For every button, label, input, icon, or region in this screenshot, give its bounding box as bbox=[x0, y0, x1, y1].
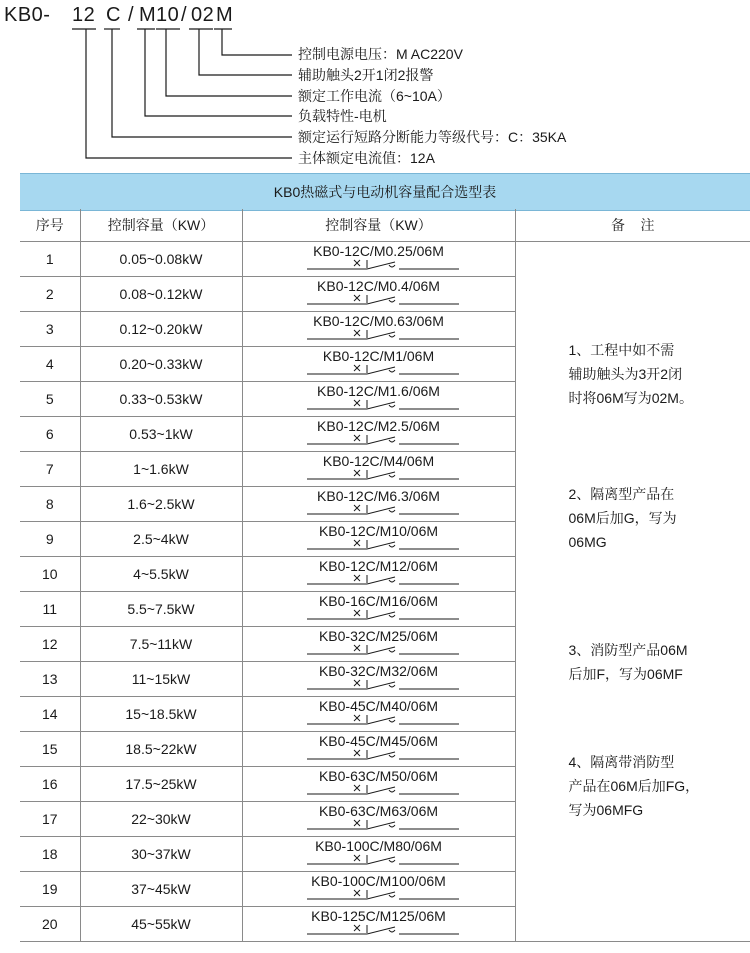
breaker-symbol-icon bbox=[307, 539, 459, 553]
row-no: 6 bbox=[20, 417, 80, 452]
note-line: 2、隔离型产品在 bbox=[568, 486, 675, 502]
row-power: 30~37kW bbox=[80, 837, 242, 872]
row-no: 17 bbox=[20, 802, 80, 837]
header-no: 序号 bbox=[20, 209, 80, 242]
row-no: 1 bbox=[20, 242, 80, 277]
row-model bbox=[243, 627, 515, 661]
row-no: 10 bbox=[20, 557, 80, 592]
row-no: 4 bbox=[20, 347, 80, 382]
breaker-symbol-icon bbox=[307, 574, 459, 588]
code-rated-current: 12 bbox=[72, 4, 96, 26]
annotation-main-current: 主体额定电流值：12A bbox=[298, 150, 435, 166]
row-power: 45~55kW bbox=[80, 907, 242, 942]
table-title: KB0热磁式与电动机容量配合选型表 bbox=[20, 173, 750, 211]
note-3 bbox=[569, 638, 739, 686]
row-model-cell bbox=[242, 907, 515, 942]
row-model-cell bbox=[242, 382, 515, 417]
row-no: 15 bbox=[20, 732, 80, 767]
row-model-cell bbox=[242, 557, 515, 592]
row-model-cell bbox=[242, 347, 515, 382]
code-breaking-capacity: C bbox=[106, 4, 121, 26]
row-power: 0.53~1kW bbox=[80, 417, 242, 452]
row-power: 17.5~25kW bbox=[80, 767, 242, 802]
note-2 bbox=[569, 482, 739, 554]
row-power: 2.5~4kW bbox=[80, 522, 242, 557]
row-model-cell bbox=[242, 487, 515, 522]
row-model-text: KB0-63C/M63/06M bbox=[318, 803, 439, 819]
note-1 bbox=[569, 338, 739, 410]
row-power: 5.5~7.5kW bbox=[80, 592, 242, 627]
code-control-current: 10 bbox=[156, 4, 180, 26]
row-model-cell bbox=[242, 417, 515, 452]
row-power: 37~45kW bbox=[80, 872, 242, 907]
breaker-symbol-icon bbox=[307, 504, 459, 518]
row-model-cell bbox=[242, 592, 515, 627]
row-power: 11~15kW bbox=[80, 662, 242, 697]
row-model-cell bbox=[242, 312, 515, 347]
row-model-text: KB0-12C/M2.5/06M bbox=[317, 418, 440, 434]
breaker-symbol-icon bbox=[307, 469, 459, 483]
row-model-text: KB0-32C/M25/06M bbox=[318, 628, 439, 644]
row-model bbox=[243, 872, 515, 906]
row-power: 1~1.6kW bbox=[80, 452, 242, 487]
row-no: 14 bbox=[20, 697, 80, 732]
row-no: 19 bbox=[20, 872, 80, 907]
row-model-cell bbox=[242, 697, 515, 732]
row-power: 0.08~0.12kW bbox=[80, 277, 242, 312]
table-row bbox=[20, 242, 750, 277]
header-power: 控制容量（KW） bbox=[80, 209, 242, 242]
annotation-voltage: 控制电源电压：M AC220V bbox=[298, 46, 463, 62]
breaker-symbol-icon bbox=[307, 329, 459, 343]
breaker-symbol-icon bbox=[307, 259, 459, 273]
row-model-text: KB0-12C/M1/06M bbox=[322, 348, 435, 364]
row-model-text: KB0-16C/M16/06M bbox=[318, 593, 439, 609]
row-model-text: KB0-12C/M0.25/06M bbox=[313, 243, 444, 259]
row-model-cell bbox=[242, 277, 515, 312]
notes-cell bbox=[515, 242, 750, 942]
code-separator-1: / bbox=[128, 4, 135, 26]
code-aux-contact: 02 bbox=[191, 4, 215, 26]
row-model bbox=[243, 732, 515, 766]
row-model bbox=[243, 662, 515, 696]
row-power: 7.5~11kW bbox=[80, 627, 242, 662]
annotation-aux-contact: 辅助触头2开1闭2报警 bbox=[298, 67, 434, 83]
row-power: 1.6~2.5kW bbox=[80, 487, 242, 522]
breaker-symbol-icon bbox=[307, 714, 459, 728]
row-power: 22~30kW bbox=[80, 802, 242, 837]
row-no: 7 bbox=[20, 452, 80, 487]
annotation-load: 负载特性-电机 bbox=[298, 108, 387, 124]
row-model bbox=[243, 277, 515, 311]
row-model bbox=[243, 487, 515, 521]
row-model-text: KB0-12C/M10/06M bbox=[318, 523, 439, 539]
row-power: 0.33~0.53kW bbox=[80, 382, 242, 417]
row-model-cell bbox=[242, 802, 515, 837]
row-power: 18.5~22kW bbox=[80, 732, 242, 767]
note-4 bbox=[569, 750, 739, 822]
row-model bbox=[243, 837, 515, 871]
note-line: 4、隔离带消防型 bbox=[568, 754, 675, 770]
row-model-text: KB0-100C/M100/06M bbox=[311, 873, 446, 889]
row-no: 12 bbox=[20, 627, 80, 662]
note-line: 06MG bbox=[568, 534, 607, 550]
note-line: 写为06MFG bbox=[568, 802, 644, 818]
row-model-cell bbox=[242, 837, 515, 872]
breaker-symbol-icon bbox=[307, 924, 459, 938]
row-model-text: KB0-63C/M50/06M bbox=[318, 768, 439, 784]
row-model-text: KB0-45C/M45/06M bbox=[318, 733, 439, 749]
breaker-symbol-icon bbox=[307, 644, 459, 658]
breaker-symbol-icon bbox=[307, 294, 459, 308]
row-no: 8 bbox=[20, 487, 80, 522]
row-power: 0.20~0.33kW bbox=[80, 347, 242, 382]
header-model: 控制容量（KW） bbox=[242, 209, 515, 242]
row-model bbox=[243, 312, 515, 346]
code-prefix: KB0- bbox=[4, 4, 51, 26]
note-line: 产品在06M后加FG， bbox=[568, 778, 700, 794]
row-model bbox=[243, 697, 515, 731]
row-model-text: KB0-12C/M12/06M bbox=[318, 558, 439, 574]
table-header-row bbox=[20, 209, 750, 242]
row-no: 11 bbox=[20, 592, 80, 627]
breaker-symbol-icon bbox=[307, 679, 459, 693]
row-no: 9 bbox=[20, 522, 80, 557]
row-no: 20 bbox=[20, 907, 80, 942]
row-model bbox=[243, 242, 515, 276]
row-model bbox=[243, 417, 515, 451]
row-model-text: KB0-100C/M80/06M bbox=[315, 838, 442, 854]
row-model-text: KB0-12C/M4/06M bbox=[322, 453, 435, 469]
row-power: 0.05~0.08kW bbox=[80, 242, 242, 277]
row-model-cell bbox=[242, 242, 515, 277]
annotation-breaking-capacity: 额定运行短路分断能力等级代号：C：35KA bbox=[298, 129, 567, 145]
row-no: 13 bbox=[20, 662, 80, 697]
note-line: 辅助触头为3开2闭 bbox=[568, 366, 683, 382]
row-model-text: KB0-12C/M0.4/06M bbox=[317, 278, 440, 294]
row-model bbox=[243, 382, 515, 416]
row-model-cell bbox=[242, 767, 515, 802]
code-load: M bbox=[139, 4, 157, 26]
code-voltage: M bbox=[216, 4, 234, 26]
row-model-cell bbox=[242, 872, 515, 907]
row-no: 16 bbox=[20, 767, 80, 802]
row-model-text: KB0-12C/M6.3/06M bbox=[317, 488, 440, 504]
row-model bbox=[243, 557, 515, 591]
note-line: 时将06M写为02M。 bbox=[568, 390, 693, 406]
breaker-symbol-icon bbox=[307, 399, 459, 413]
breaker-symbol-icon bbox=[307, 819, 459, 833]
row-model-text: KB0-32C/M32/06M bbox=[318, 663, 439, 679]
breaker-symbol-icon bbox=[307, 889, 459, 903]
row-model bbox=[243, 767, 515, 801]
row-model-text: KB0-12C/M0.63/06M bbox=[313, 313, 444, 329]
breaker-symbol-icon bbox=[307, 364, 459, 378]
row-no: 18 bbox=[20, 837, 80, 872]
row-model-cell bbox=[242, 627, 515, 662]
breaker-symbol-icon bbox=[307, 854, 459, 868]
breaker-symbol-icon bbox=[307, 749, 459, 763]
row-model-text: KB0-125C/M125/06M bbox=[311, 908, 446, 924]
row-no: 3 bbox=[20, 312, 80, 347]
row-power: 0.12~0.20kW bbox=[80, 312, 242, 347]
row-model bbox=[243, 452, 515, 486]
row-model-cell bbox=[242, 452, 515, 487]
breaker-symbol-icon bbox=[307, 434, 459, 448]
row-model-text: KB0-45C/M40/06M bbox=[318, 698, 439, 714]
code-separator-2: / bbox=[181, 4, 188, 26]
row-model bbox=[243, 907, 515, 941]
annotation-rated-current: 额定工作电流（6~10A） bbox=[298, 88, 451, 104]
row-no: 5 bbox=[20, 382, 80, 417]
header-notes: 备 注 bbox=[515, 209, 750, 242]
note-line: 06M后加G，写为 bbox=[568, 510, 677, 526]
row-model-text: KB0-12C/M1.6/06M bbox=[317, 383, 440, 399]
row-power: 15~18.5kW bbox=[80, 697, 242, 732]
breaker-symbol-icon bbox=[307, 609, 459, 623]
row-model bbox=[243, 522, 515, 556]
row-model bbox=[243, 592, 515, 626]
selection-table bbox=[20, 209, 750, 942]
note-line: 3、消防型产品06M bbox=[568, 642, 688, 658]
note-line: 1、工程中如不需 bbox=[568, 342, 675, 358]
row-model-cell bbox=[242, 662, 515, 697]
row-model bbox=[243, 802, 515, 836]
note-line: 后加F，写为06MF bbox=[568, 666, 683, 682]
row-model-cell bbox=[242, 522, 515, 557]
breaker-symbol-icon bbox=[307, 784, 459, 798]
row-no: 2 bbox=[20, 277, 80, 312]
row-power: 4~5.5kW bbox=[80, 557, 242, 592]
row-model-cell bbox=[242, 732, 515, 767]
row-model bbox=[243, 347, 515, 381]
